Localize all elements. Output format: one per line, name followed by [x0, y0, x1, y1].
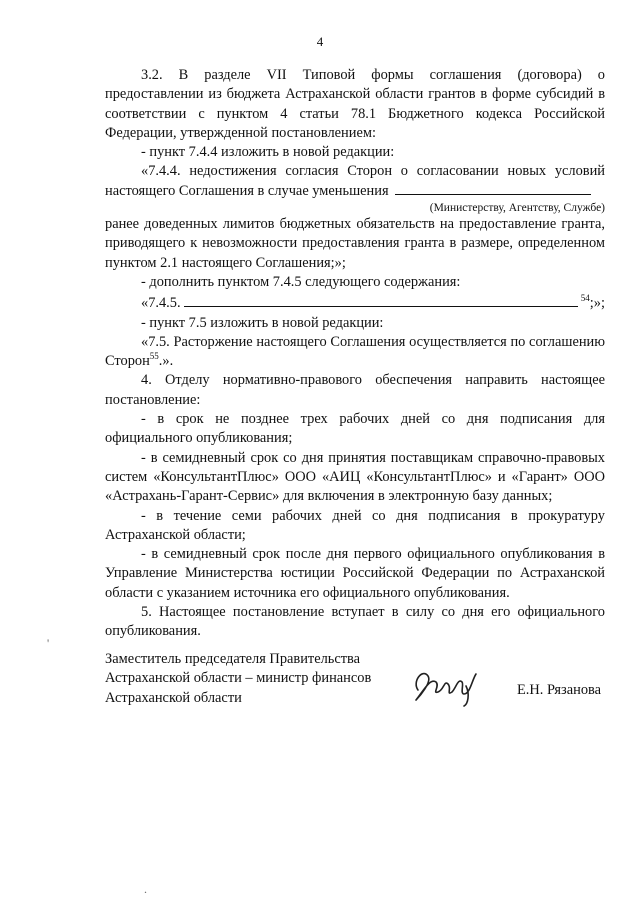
paragraph-7-4-5-line [105, 292, 605, 313]
paragraph-7-4-4-label: «7.4.4. недостижения согласия Сторон о согласовании новых условий настоящего Соглашения в случае уменьшения [105, 163, 605, 199]
signatory-title-line-2: Астраханской области – министр финансов [105, 670, 372, 687]
paragraph-7-4-5-end [581, 294, 605, 313]
paragraph-3-2: 3.2. В разделе VII Типовой формы соглашения (договора) о предоставлении из бюджета Астраханской области грантов в форме субсидий в соответствии с пунктом 4 статьи 78.1 Бюджетного кодекса Российской Федерации, утвержденной постановлением: [105, 67, 605, 141]
blank-line [184, 292, 578, 307]
page-number: 4 [316, 34, 324, 49]
agency-hint: (Министерству, Агентству, Службе) [429, 202, 605, 215]
paragraph-4-item-2: - в семидневный срок со дня принятия поставщикам справочно-правовых систем «КонсультантПлюс» ООО «АИЦ «КонсультантПлюс» и «Гарант» ООО «Астрахань-Гарант-Сервис» для включения в электронную базу данных; [105, 449, 605, 505]
paragraph-item-7-5-intro: - пункт 7.5 изложить в новой редакции: [141, 314, 384, 331]
paragraph-7-4-4-continuation: ранее доведенных лимитов бюджетных обязательств на предоставление гранта, приводящего к невозможности предоставления гранта в размере, определенном пунктом 2.1 настоящего Соглашения;»; [105, 216, 605, 271]
paragraph-4-item-3: - в течение семи рабочих дней со дня подписания в прокуратуру Астраханской области; [105, 507, 605, 543]
scan-mark: ' [47, 636, 50, 650]
paragraph-4: 4. Отделу нормативно-правового обеспечения направить настоящее постановление: [105, 372, 605, 408]
signatory-title-line-1: Заместитель председателя Правительства [105, 651, 360, 667]
paragraph-7-5-text [105, 333, 605, 372]
footnote-ref-55: 55 [149, 351, 159, 362]
paragraph-7-5-close: .». [158, 353, 174, 370]
paragraph-4-item-1: - в срок не позднее трех рабочих дней со дня подписания для официального опубликования; [105, 411, 605, 447]
paragraph-7-4-5-close: ;»; [589, 295, 605, 312]
signatory-title-line-3: Астраханской области [105, 689, 242, 706]
paragraph-7-4-4-text [105, 162, 605, 201]
footnote-ref-54: 54 [580, 293, 590, 304]
handwritten-signature-icon [408, 660, 486, 708]
paragraph-7-5-body: «7.5. Расторжение настоящего Соглашения осуществляется по соглашению Сторон [105, 333, 605, 370]
paragraph-7-4-5-label: «7.4.5. [141, 295, 181, 312]
paragraph-4-item-4: - в семидневный срок после дня первого официального опубликования в Управление Министерства юстиции Российской Федерации по Астраханской области с указанием источника его официального опубликования. [105, 546, 605, 601]
signatory-name: Е.Н. Рязанова [517, 682, 602, 698]
scan-mark: . [144, 882, 147, 896]
paragraph-5: 5. Настоящее постановление вступает в силу со дня его официального опубликования. [105, 604, 605, 640]
blank-line [395, 183, 591, 195]
document-body [105, 66, 605, 642]
paragraph-add-7-4-5: - дополнить пунктом 7.4.5 следующего содержания: [141, 273, 461, 290]
paragraph-item-7-4-4-intro: - пункт 7.4.4 изложить в новой редакции: [141, 144, 395, 161]
signature-block [105, 650, 375, 708]
